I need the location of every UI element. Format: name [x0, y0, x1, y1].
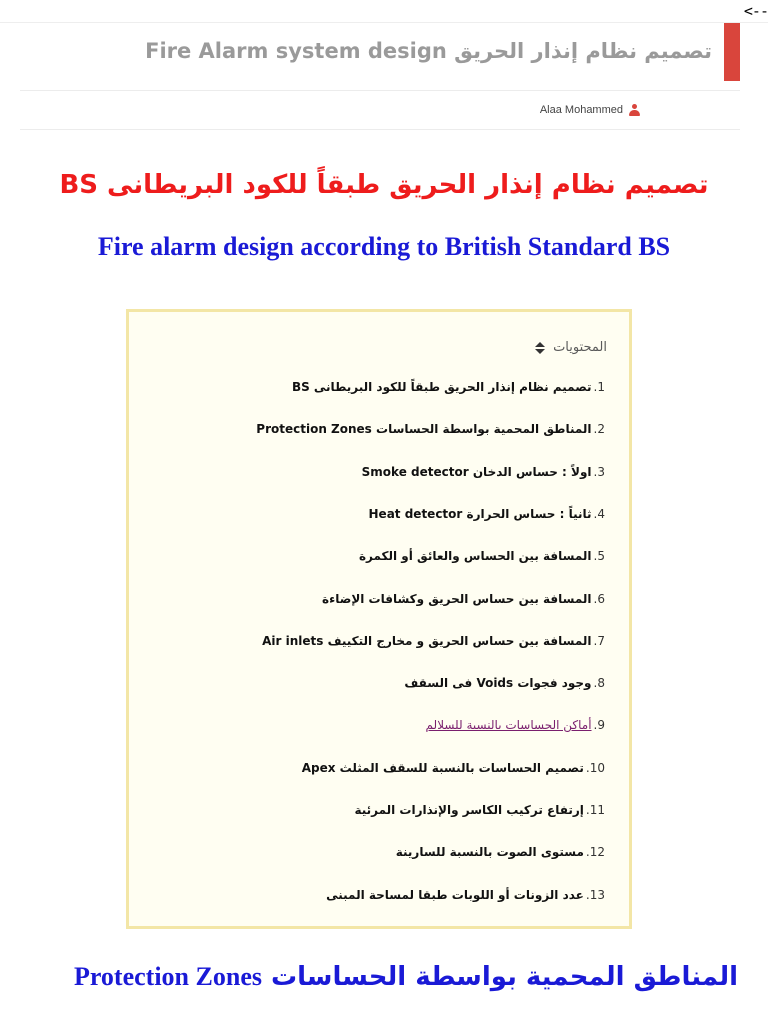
toc-item-link[interactable]: المسافة بين حساس الحريق وكشافات الإضاءة	[322, 591, 592, 606]
section-heading-english: Protection Zones	[73, 962, 262, 991]
title-accent-bar	[724, 23, 740, 81]
toc-item-number: 3.	[593, 464, 605, 479]
toc-item-number: 10.	[585, 760, 605, 775]
toc-item[interactable]	[404, 672, 605, 694]
toc-item-link[interactable]: تصميم نظام إنذار الحريق طبقاً للكود البريطانى BS	[291, 380, 592, 394]
headline-english: Fire alarm design according to British Standard BS	[97, 232, 671, 261]
toc-item-link[interactable]: المسافة بين حساس الحريق و مخارج التكييف Air inlets	[262, 633, 592, 648]
toc-item[interactable]	[292, 376, 605, 398]
toc-item-link[interactable]: المناطق المحمية بواسطة الحساسات Protection Zones	[256, 422, 592, 437]
toc-item-number: 11.	[585, 803, 605, 817]
toc-item-number: 2.	[593, 422, 605, 437]
toc-item-link[interactable]: مستوى الصوت بالنسبة للسارينة	[395, 845, 584, 860]
author-name[interactable]: Alaa Mohammed	[539, 104, 623, 116]
meta-divider	[20, 129, 740, 130]
toc-item-number: 13.	[585, 887, 605, 902]
toc-item-number: 8.	[593, 676, 605, 691]
post-author[interactable]	[540, 100, 640, 120]
toc-item-number: 5.	[593, 549, 605, 564]
toc-item-number: 1.	[593, 380, 605, 394]
toc-item[interactable]	[302, 757, 605, 779]
toc-item[interactable]	[256, 418, 605, 440]
toc-item-number: 7.	[593, 633, 605, 648]
toc-item[interactable]	[362, 461, 605, 483]
toc-item[interactable]	[262, 630, 605, 652]
post-title: تصميم نظام إنذار الحريق Fire Alarm system design	[145, 39, 712, 63]
toc-item[interactable]	[354, 799, 605, 821]
table-of-contents	[126, 309, 632, 929]
toggle-sort-icon[interactable]	[535, 342, 545, 354]
toc-item-link[interactable]: تصميم الحساسات بالنسبة للسقف المثلث Apex	[301, 760, 584, 775]
toc-item-link[interactable]: ثانياً : حساس الحرارة Heat detector	[368, 506, 592, 521]
toc-item-number: 12.	[585, 845, 605, 860]
toc-item[interactable]	[426, 714, 605, 736]
toc-item-link[interactable]: وجود فجوات Voids فى السقف	[404, 676, 592, 691]
toc-item-link[interactable]: اولاً : حساس الدخان Smoke detector	[361, 464, 592, 479]
toc-item[interactable]	[359, 545, 605, 567]
headline-arabic: تصميم نظام إنذار الحريق طبقاً للكود البريطانى BS	[59, 170, 709, 200]
title-divider	[20, 90, 740, 91]
toc-item-number: 6.	[593, 591, 605, 606]
toc-item[interactable]	[326, 884, 605, 906]
section-heading-arabic: المناطق المحمية بواسطة الحساسات	[271, 962, 738, 992]
toc-item[interactable]	[369, 503, 605, 525]
toc-title: المحتويات	[553, 340, 607, 355]
back-arrow[interactable]: <--	[743, 2, 768, 20]
toc-item[interactable]	[322, 588, 605, 610]
toc-item[interactable]	[396, 841, 605, 863]
user-icon	[629, 104, 640, 116]
toc-item-link[interactable]: عدد الزونات أو اللوبات طبقا لمساحة المبنى	[326, 887, 584, 902]
toc-item-number: 4.	[593, 506, 605, 521]
toc-item-number: 9.	[593, 718, 605, 733]
section-heading	[74, 962, 738, 992]
top-divider	[0, 22, 768, 23]
toc-header[interactable]	[535, 340, 607, 355]
toc-item-link[interactable]: المسافة بين الحساس والعائق أو الكمرة	[358, 549, 592, 564]
toc-item-link[interactable]: أماكن الحساسات بالنسبة للسلالم	[425, 718, 592, 733]
toc-item-link[interactable]: إرتفاع تركيب الكاسر والإنذارات المرئية	[354, 803, 584, 817]
